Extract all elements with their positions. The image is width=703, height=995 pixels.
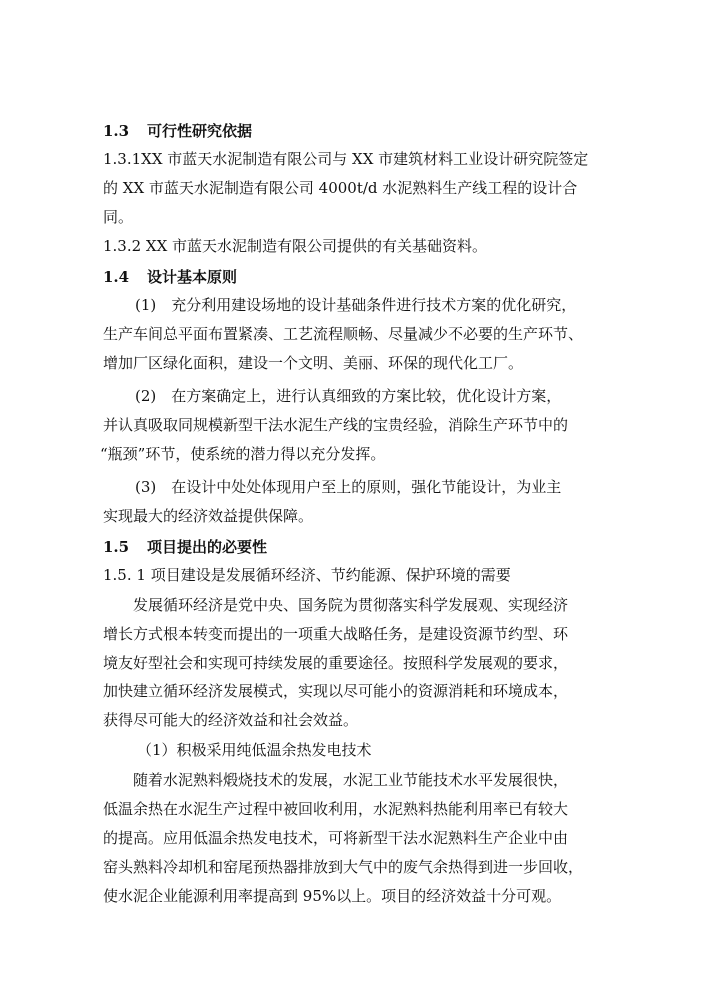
paragraph-line: 实现最大的经济效益提供保障。 xyxy=(103,507,314,525)
paragraph-line: 1.3.2 XX 市蓝天水泥制造有限公司提供的有关基础资料。 xyxy=(103,237,488,255)
paragraph-line: 随着水泥熟料煅烧技术的发展，水泥工业节能技术水平发展很快， xyxy=(133,771,569,789)
paragraph-line: 境友好型社会和实现可持续发展的重要途径。按照科学发展观的要求， xyxy=(103,654,569,672)
item-title: （1）积极采用纯低温余热发电技术 xyxy=(137,741,372,759)
paragraph-line: 使水泥企业能源利用率提高到 95%以上。项目的经济效益十分可观。 xyxy=(103,887,562,905)
paragraph-line: 1.3.1XX 市蓝天水泥制造有限公司与 XX 市建筑材料工业设计研究院签定 xyxy=(103,150,589,168)
paragraph-line: 的 XX 市蓝天水泥制造有限公司 4000t/d 水泥熟料生产线工程的设计合 xyxy=(103,179,578,197)
paragraph-line: 窑头熟料冷却机和窑尾预热器排放到大气中的废气余热得到进一步回收， xyxy=(103,858,584,876)
paragraph-line: 同。 xyxy=(103,208,134,226)
heading-title: 可行性研究依据 xyxy=(147,122,253,140)
paragraph-line: 发展循环经济是党中央、国务院为贯彻落实科学发展观、实现经济 xyxy=(133,596,569,614)
heading-title: 项目提出的必要性 xyxy=(147,538,268,556)
heading-number: 1.5 xyxy=(103,538,130,556)
paragraph-line: (1) 充分利用建设场地的设计基础条件进行技术方案的优化研究， xyxy=(135,296,577,314)
paragraph-line: 低温余热在水泥生产过程中被回收利用，水泥熟料热能利用率已有较大 xyxy=(103,800,569,818)
paragraph-line: 增加厂区绿化面积，建设一个文明、美丽、环保的现代化工厂。 xyxy=(103,354,524,372)
heading-title: 设计基本原则 xyxy=(147,268,238,286)
paragraph-line: 并认真吸取同规模新型干法水泥生产线的宝贵经验，消除生产环节中的 xyxy=(103,416,569,434)
paragraph-line: (2) 在方案确定上，进行认真细致的方案比较，优化设计方案， xyxy=(135,387,562,405)
paragraph-line: 加快建立循环经济发展模式，实现以尽可能小的资源消耗和环境成本， xyxy=(103,682,569,700)
paragraph-line: 获得尽可能大的经济效益和社会效益。 xyxy=(103,711,359,729)
paragraph-line: (3) 在设计中处处体现用户至上的原则，强化节能设计，为业主 xyxy=(135,478,562,496)
heading-1-4 xyxy=(103,266,237,288)
paragraph-line: “瓶颈”环节，使系统的潜力得以充分发挥。 xyxy=(100,445,386,463)
heading-number: 1.3 xyxy=(103,122,130,140)
heading-1-5 xyxy=(103,536,267,558)
paragraph-line: 增长方式根本转变而提出的一项重大战略任务，是建设资源节约型、环 xyxy=(103,625,569,643)
subheading-1-5-1: 1.5. 1 项目建设是发展循环经济、节约能源、保护环境的需要 xyxy=(103,566,511,584)
paragraph-line: 的提高。应用低温余热发电技术，可将新型干法水泥熟料生产企业中由 xyxy=(103,829,569,847)
heading-1-3 xyxy=(103,120,252,142)
heading-number: 1.4 xyxy=(103,268,130,286)
paragraph-line: 生产车间总平面布置紧凑、工艺流程顺畅、尽量减少不必要的生产环节、 xyxy=(103,325,584,343)
